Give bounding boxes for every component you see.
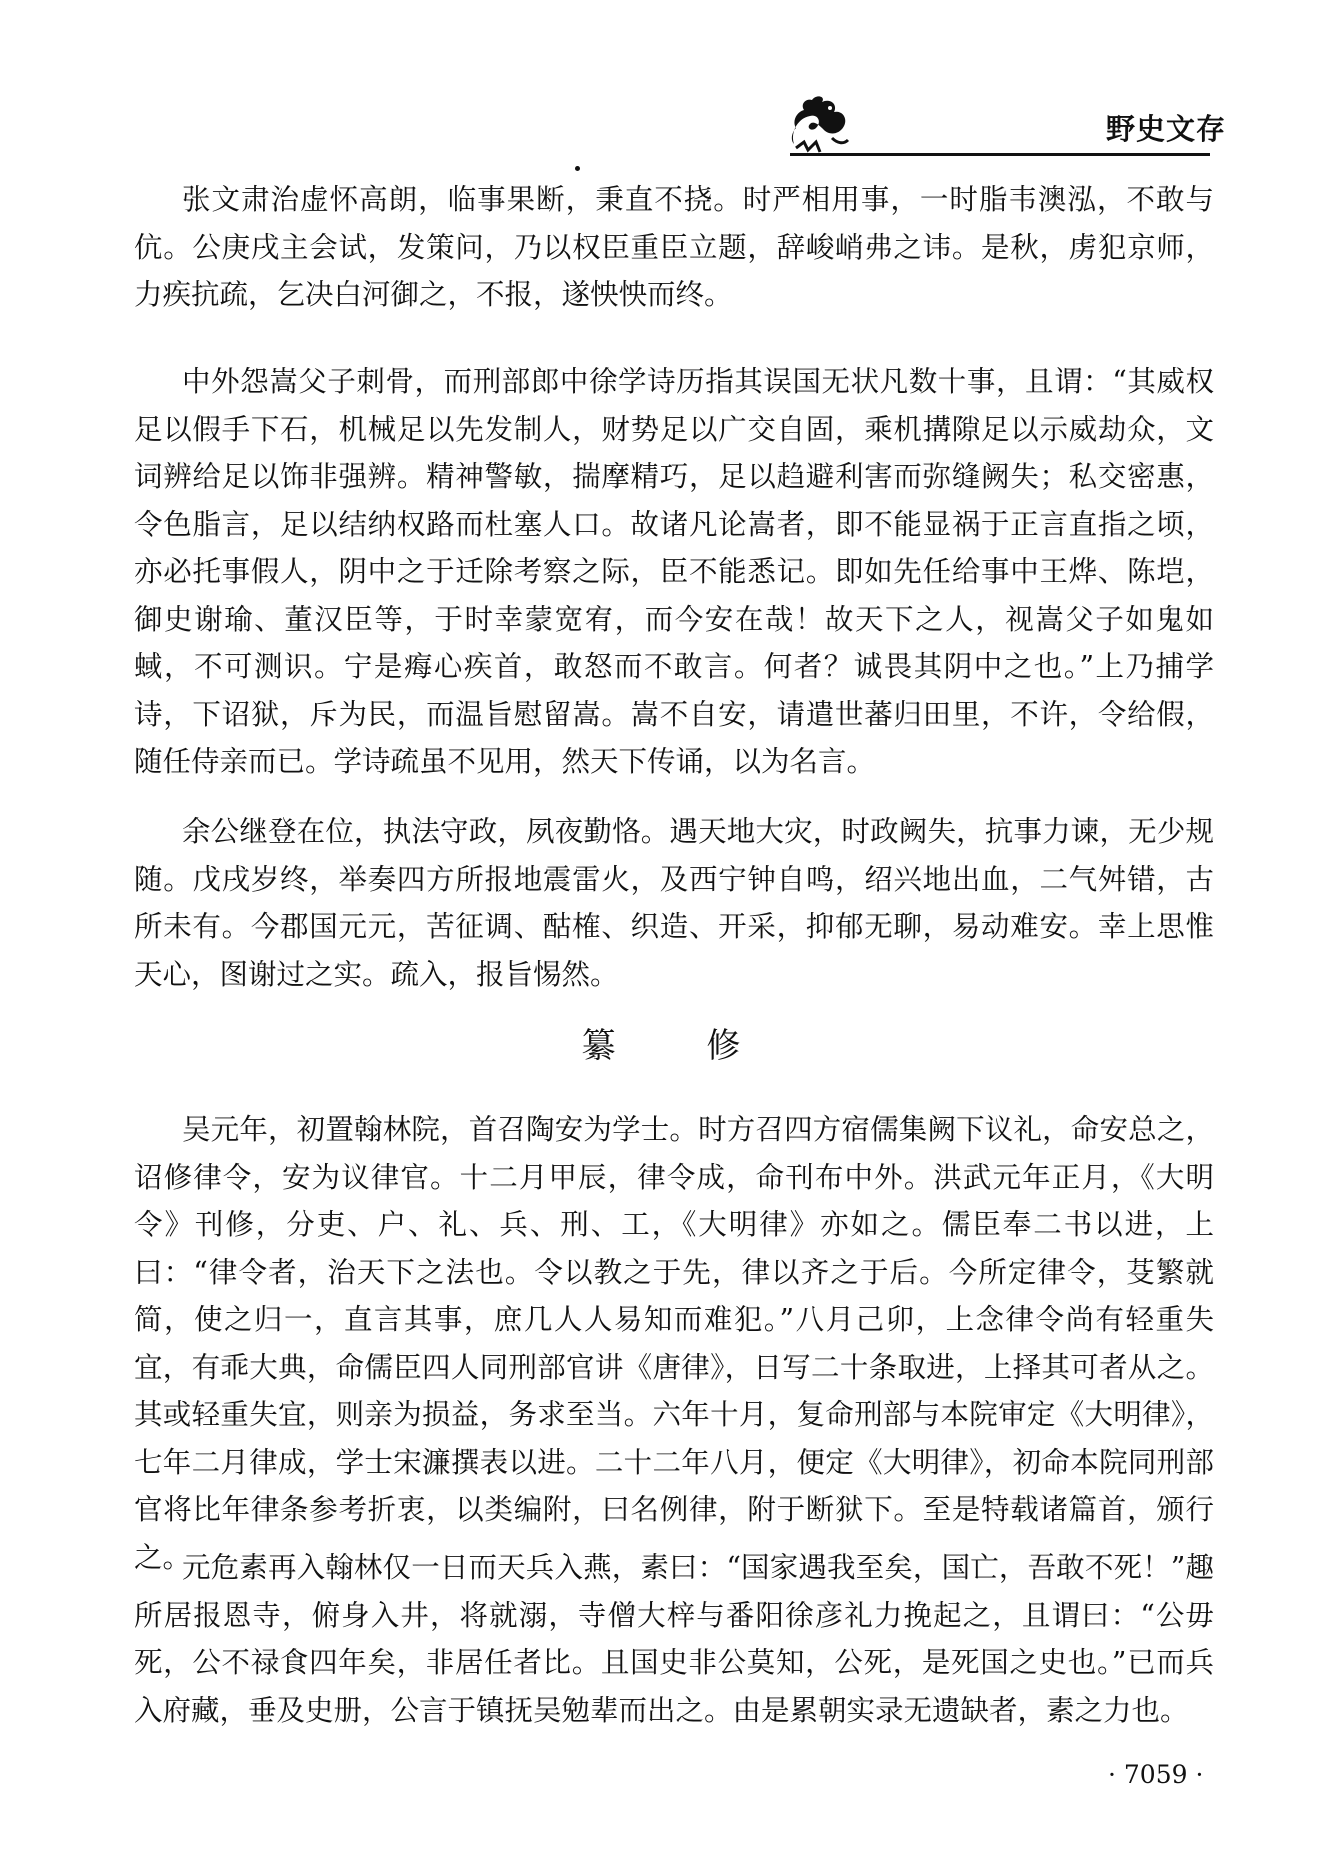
paragraph-tao-an: 吴元年，初置翰林院，首召陶安为学士。时方召四方宿儒集阙下议礼，命安总之，诏修律令，安为议律官。十二月甲辰，律令成，命刊布中外。洪武元年正月，《大明令》刊修，分吏、户、礼、兵、刑、工，《大明律》亦如之。儒臣奉二书以进，上曰：“律令者，治天下之法也。令以教之于先，律以齐之于后。今所定律令，芟繁就简，使之归一，直言其事，庶几人人易知而难犯。”八月己卯，上念律令尚有轻重失宜，有乖大典，命儒臣四人同刑部官讲《唐律》，日写二十条取进，上择其可者从之。其或轻重失宜，则亲为损益，务求至当。六年十月，复命刑部与本院审定《大明律》，七年二月律成，学士宋濂撰表以进。二十二年八月，便定《大明律》，初命本院同刑部官将比年律条参考折衷，以类编附，曰名例律，附于断狱下。至是特载诸篇首，颁行之。 [134,1113,1214,1574]
paragraph-xu-xueshi: 中外怨嵩父子刺骨，而刑部郎中徐学诗历指其误国无状凡数十事，且谓：“其威权足以假手下石，机械足以先发制人，财势足以广交自固，乘机搆隙足以示威劫众，文词辨给足以饰非强辨。精神警敏，揣摩精巧，足以趋避利害而弥缝阙失；私交密惠，令色脂言，足以结纳权路而杜塞人口。故诸凡论嵩者，即不能显祸于正言直指之顷，亦必托事假人，阴中之于迁除考察之际，臣不能悉记。即如先任给事中王烨、陈垲，御史谢瑜、董汉臣等，于时幸蒙宽宥，而今安在哉！故天下之人，视嵩父子如鬼如蜮，不可测识。宁是痗心疾首，敢怒而不敢言。何者？诚畏其阴中之也。”上乃捕学诗，下诏狱，斥为民，而温旨慰留嵩。嵩不自安，请遣世蕃归田里，不许，令给假，随任侍亲而已。学诗疏虽不见用，然天下传诵，以为名言。 [134,365,1214,778]
section-title: 纂 修 [581,1026,781,1066]
page-number: · 7059 · [1108,1760,1204,1789]
paragraph-zhang-wensu: 张文肃治虚怀高朗，临事果断，秉直不挠。时严相用事，一时脂韦澳泓，不敢与伉。公庚戌主会试，发策问，乃以权臣重臣立题，辞峻峭弗之讳。是秋，虏犯京师，力疾抗疏，乞决白河御之，不报，遂怏怏而终。 [134,183,1214,311]
header-rule [790,153,1210,156]
dragon-icon [786,92,852,158]
series-title: 野史文存 [1106,112,1227,146]
bullet-dot [575,166,580,171]
paragraph-wei-su: 元危素再入翰林仅一日而天兵入燕，素曰：“国家遇我至矣，国亡，吾敢不死！”趣所居报恩寺，俯身入井，将就溺，寺僧大梓与番阳徐彦礼力挽起之，且谓曰：“公毋死，公不禄食四年矣，非居任者比。且国史非公莫知，公死，是死国之史也。”已而兵入府藏，垂及史册，公言于镇抚吴勉辈而出之。由是累朝实录无遗缺者，素之力也。 [134,1551,1214,1727]
paragraph-yu-jideng: 余公继登在位，执法守政，夙夜勤恪。遇天地大灾，时政阙失，抗事力谏，无少规随。戊戌岁终，举奏四方所报地震雷火，及西宁钟自鸣，绍兴地出血，二气舛错，古所未有。今郡国元元，苦征调、酤榷、织造、开采，抑郁无聊，易动难安。幸上思惟天心，图谢过之实。疏入，报旨惕然。 [134,815,1214,991]
